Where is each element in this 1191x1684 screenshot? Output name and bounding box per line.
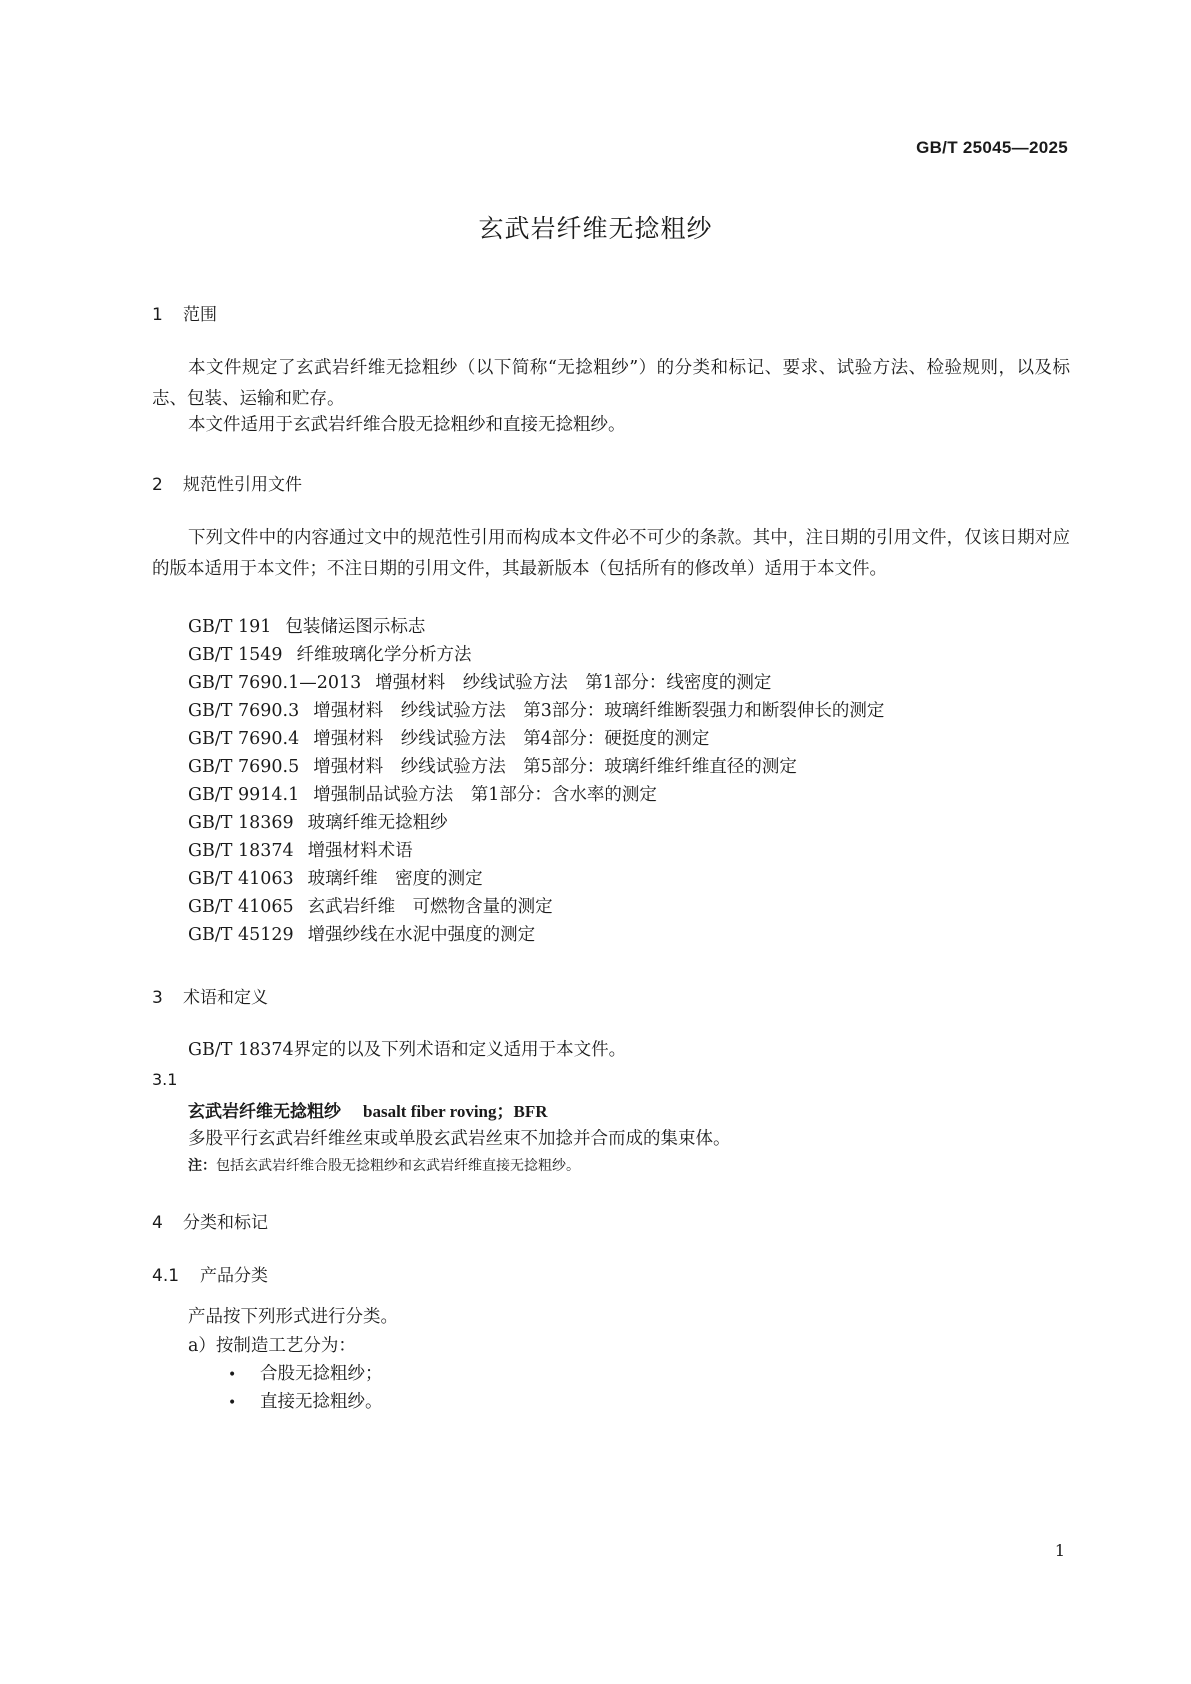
section-title: 分类和标记	[183, 1213, 268, 1233]
list-item-text: 直接无捻粗纱。	[260, 1392, 383, 1412]
list-item-text: 合股无捻粗纱；	[260, 1364, 383, 1384]
section-number: 1	[152, 305, 163, 325]
reference-title: 玻璃纤维 密度的测定	[307, 869, 483, 889]
subsection-4-1-heading	[152, 1261, 268, 1286]
section-title: 规范性引用文件	[183, 475, 302, 495]
section-3-heading	[152, 983, 268, 1008]
list-label: a）按制造工艺分为：	[188, 1336, 356, 1356]
reference-code: GB/T 41065	[188, 897, 294, 917]
section-4-heading	[152, 1208, 268, 1233]
reference-item	[188, 613, 425, 638]
reference-item	[188, 641, 472, 666]
reference-title: 包装储运图示标志	[285, 617, 426, 637]
standard-number: GB/T 25045—2025	[916, 138, 1068, 157]
reference-title: 增强材料 纱线试验方法 第3部分：玻璃纤维断裂强力和断裂伸长的测定	[313, 701, 885, 721]
reference-title: 增强材料 纱线试验方法 第5部分：玻璃纤维纤维直径的测定	[313, 757, 797, 777]
reference-item	[188, 669, 771, 694]
document-title: 玄武岩纤维无捻粗纱	[478, 214, 713, 243]
paragraph: GB/T 18374界定的以及下列术语和定义适用于本文件。	[188, 1040, 627, 1060]
note-label: 注：	[188, 1158, 216, 1174]
reference-code: GB/T 7690.3	[188, 701, 300, 721]
reference-item	[188, 893, 553, 918]
reference-code: GB/T 45129	[188, 925, 294, 945]
reference-title: 增强材料术语	[307, 841, 413, 861]
reference-item	[188, 809, 448, 834]
paragraph: 本文件规定了玄武岩纤维无捻粗纱（以下简称“无捻粗纱”）的分类和标记、要求、试验方法、检验规则，以及标志、包装、运输和贮存。	[152, 358, 1070, 409]
reference-code: GB/T 18369	[188, 813, 294, 833]
paragraph: 下列文件中的内容通过文中的规范性引用而构成本文件必不可少的条款。其中，注日期的引用文件，仅该日期对应的版本适用于本文件；不注日期的引用文件，其最新版本（包括所有的修改单）适用于本文件。	[152, 528, 1070, 579]
reference-code: GB/T 7690.1—2013	[188, 673, 362, 693]
list-item	[228, 1360, 383, 1385]
page-number: 1	[1054, 1541, 1065, 1560]
section-number: 4	[152, 1213, 163, 1233]
reference-item	[188, 921, 535, 946]
reference-code: GB/T 1549	[188, 645, 283, 665]
section-number: 3	[152, 988, 163, 1008]
section-number: 2	[152, 475, 163, 495]
section-2-heading	[152, 470, 302, 495]
bullet-icon: •	[228, 1367, 237, 1383]
reference-code: GB/T 7690.4	[188, 729, 300, 749]
term-en: basalt fiber roving；BFR	[363, 1102, 548, 1121]
subsection-title: 产品分类	[200, 1266, 268, 1286]
subsection-number: 4.1	[152, 1266, 180, 1286]
section-title: 术语和定义	[183, 988, 268, 1008]
reference-title: 增强制品试验方法 第1部分：含水率的测定	[313, 785, 657, 805]
note	[188, 1155, 580, 1175]
term-definition: 多股平行玄武岩纤维丝束或单股玄武岩丝束不加捻并合而成的集束体。	[188, 1129, 731, 1149]
reference-code: GB/T 191	[188, 617, 272, 637]
bullet-icon: •	[228, 1395, 237, 1411]
reference-title: 纤维玻璃化学分析方法	[296, 645, 472, 665]
list-item	[228, 1388, 383, 1413]
term-title	[188, 1097, 548, 1122]
reference-code: GB/T 18374	[188, 841, 294, 861]
term-number: 3.1	[152, 1070, 178, 1089]
reference-item	[188, 865, 483, 890]
reference-code: GB/T 41063	[188, 869, 294, 889]
reference-item	[188, 837, 413, 862]
reference-title: 增强纱线在水泥中强度的测定	[307, 925, 536, 945]
reference-title: 玻璃纤维无捻粗纱	[307, 813, 448, 833]
section-1-heading	[152, 300, 217, 325]
paragraph: 本文件适用于玄武岩纤维合股无捻粗纱和直接无捻粗纱。	[188, 415, 626, 435]
paragraph: 产品按下列形式进行分类。	[188, 1307, 398, 1327]
note-text: 包括玄武岩纤维合股无捻粗纱和玄武岩纤维直接无捻粗纱。	[216, 1158, 580, 1174]
reference-code: GB/T 9914.1	[188, 785, 300, 805]
reference-title: 增强材料 纱线试验方法 第1部分：线密度的测定	[375, 673, 772, 693]
reference-item	[188, 725, 709, 750]
reference-code: GB/T 7690.5	[188, 757, 300, 777]
reference-item	[188, 697, 884, 722]
reference-title: 增强材料 纱线试验方法 第4部分：硬挺度的测定	[313, 729, 710, 749]
reference-item	[188, 781, 657, 806]
section-title: 范围	[183, 305, 217, 325]
reference-title: 玄武岩纤维 可燃物含量的测定	[307, 897, 553, 917]
reference-item	[188, 753, 797, 778]
term-cn: 玄武岩纤维无捻粗纱	[188, 1102, 341, 1122]
